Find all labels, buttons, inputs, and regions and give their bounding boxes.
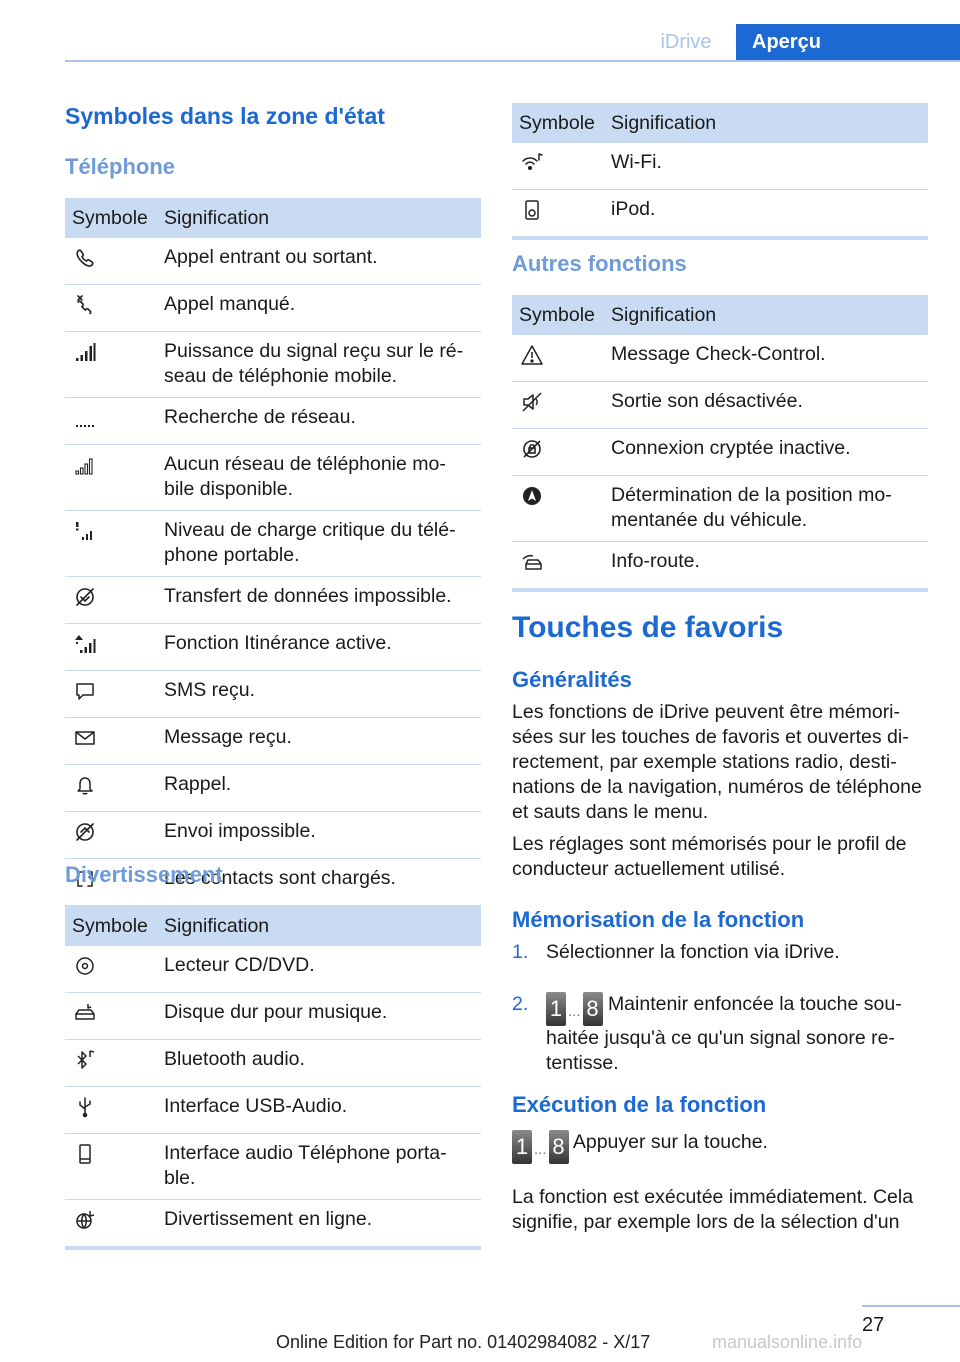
table-header-row bbox=[512, 103, 928, 143]
row-meaning: Bluetooth audio. bbox=[164, 1040, 481, 1087]
table-row bbox=[65, 1134, 481, 1200]
row-meaning: Divertissement en ligne. bbox=[164, 1200, 481, 1249]
traffic-info-icon bbox=[521, 551, 543, 573]
col-meaning-header: Signification bbox=[611, 295, 928, 335]
row-meaning: Les contacts sont chargés. bbox=[164, 859, 481, 908]
missed-call-icon bbox=[74, 294, 96, 316]
encryption-inactive-icon bbox=[521, 438, 543, 460]
speaker-muted-icon bbox=[521, 391, 543, 413]
header-chapter-tab: Aperçu bbox=[736, 24, 960, 61]
row-meaning: Transfert de données impossible. bbox=[164, 577, 481, 624]
row-meaning: Appel entrant ou sortant. bbox=[164, 238, 481, 285]
table-row bbox=[65, 946, 481, 993]
col-symbol-header: Symbole bbox=[65, 198, 164, 238]
other-symbol-table bbox=[512, 295, 928, 592]
row-meaning: Lecteur CD/DVD. bbox=[164, 946, 481, 993]
favorite-key-1-icon: 1 bbox=[512, 1130, 532, 1164]
general-paragraph-2: Les réglages sont mémorisés pour le profil de conducteur actuellement utilisé. bbox=[512, 833, 907, 880]
row-meaning: Rappel. bbox=[164, 765, 481, 812]
step-number: 1. bbox=[512, 941, 529, 963]
table-row bbox=[65, 1200, 481, 1249]
col-meaning-header: Signification bbox=[164, 906, 481, 946]
row-meaning: Sortie son désactivée. bbox=[611, 382, 928, 429]
key-range-dots: ... bbox=[534, 1141, 547, 1158]
favorite-key-8-icon: 8 bbox=[583, 992, 603, 1026]
table-row bbox=[65, 993, 481, 1040]
table-row bbox=[512, 542, 928, 591]
hard-disk-music-icon bbox=[74, 1002, 96, 1024]
table-row bbox=[512, 429, 928, 476]
favorite-key-1-icon: 1 bbox=[546, 992, 566, 1026]
no-network-icon bbox=[74, 454, 96, 476]
signal-strength-icon bbox=[74, 341, 96, 363]
data-transfer-blocked-icon bbox=[74, 586, 96, 608]
table-row bbox=[65, 332, 481, 398]
table-row bbox=[512, 476, 928, 542]
execute-text: Appuyer sur la touche. bbox=[572, 1131, 768, 1153]
row-meaning: Message reçu. bbox=[164, 718, 481, 765]
battery-critical-icon bbox=[74, 520, 96, 542]
table-row bbox=[65, 812, 481, 859]
table-header-row bbox=[65, 198, 481, 238]
position-arrow-icon bbox=[521, 485, 543, 507]
col-meaning-header: Signification bbox=[164, 198, 481, 238]
col-meaning-header: Signification bbox=[611, 103, 928, 143]
row-meaning: Appel manqué. bbox=[164, 285, 481, 332]
table-header-row bbox=[512, 295, 928, 335]
table-row bbox=[512, 143, 928, 190]
page-number: 27 bbox=[862, 1314, 885, 1336]
phone-symbol-table bbox=[65, 198, 481, 909]
usb-icon bbox=[74, 1096, 96, 1118]
row-meaning: Disque dur pour musique. bbox=[164, 993, 481, 1040]
store-function-heading: Mémorisation de la fonction bbox=[512, 907, 805, 932]
network-search-icon bbox=[74, 407, 96, 429]
table-row bbox=[65, 765, 481, 812]
bell-icon bbox=[74, 774, 96, 796]
disc-icon bbox=[74, 955, 96, 977]
row-meaning: Aucun réseau de téléphonie mo- bile disponible. bbox=[164, 445, 481, 511]
row-meaning: Message Check-Control. bbox=[611, 335, 928, 382]
header-section-label: iDrive bbox=[660, 31, 712, 53]
step-text-block bbox=[546, 992, 928, 1076]
general-heading: Généralités bbox=[512, 667, 632, 692]
status-symbols-title: Symboles dans la zone d'état bbox=[65, 103, 385, 129]
table-row bbox=[512, 382, 928, 429]
table-row bbox=[65, 445, 481, 511]
row-meaning: Recherche de réseau. bbox=[164, 398, 481, 445]
other-functions-heading: Autres fonctions bbox=[512, 251, 687, 276]
table-row bbox=[65, 398, 481, 445]
warning-triangle-icon bbox=[521, 344, 543, 366]
table-row bbox=[65, 238, 481, 285]
table-row bbox=[65, 671, 481, 718]
row-meaning: Interface USB-Audio. bbox=[164, 1087, 481, 1134]
wifi-icon bbox=[521, 152, 543, 174]
table-row bbox=[512, 335, 928, 382]
envelope-icon bbox=[74, 727, 96, 749]
media-symbol-table bbox=[512, 103, 928, 240]
favorites-title: Touches de favoris bbox=[512, 611, 784, 644]
table-row bbox=[65, 718, 481, 765]
favorite-key-8-icon: 8 bbox=[549, 1130, 569, 1164]
row-meaning: Fonction Itinérance active. bbox=[164, 624, 481, 671]
step-number: 2. bbox=[512, 993, 529, 1015]
row-meaning: Info-route. bbox=[611, 542, 928, 591]
footer-divider bbox=[862, 1305, 960, 1307]
step-text: Sélectionner la fonction via iDrive. bbox=[546, 941, 840, 963]
entertainment-heading: Divertissement bbox=[65, 862, 223, 887]
row-meaning: Détermination de la position mo- mentanée du véhicule. bbox=[611, 476, 928, 542]
general-paragraph-1: Les fonctions de iDrive peuvent être mémori- sées sur les touches de favoris et ouvertes di- rectement, par exemple stations radio, desti- nations de la navigation, numéros de téléphone et sauts dans le menu. bbox=[512, 701, 922, 823]
entertainment-symbol-table bbox=[65, 906, 481, 1250]
row-meaning: Interface audio Téléphone porta- ble. bbox=[164, 1134, 481, 1200]
table-row bbox=[512, 190, 928, 239]
table-row bbox=[65, 577, 481, 624]
row-meaning: iPod. bbox=[611, 190, 928, 239]
row-meaning: Puissance du signal reçu sur le ré- seau de téléphonie mobile. bbox=[164, 332, 481, 398]
table-header-row bbox=[65, 906, 481, 946]
row-meaning: Niveau de charge critique du télé- phone portable. bbox=[164, 511, 481, 577]
col-symbol-header: Symbole bbox=[512, 103, 611, 143]
roaming-icon bbox=[74, 633, 96, 655]
bluetooth-audio-icon bbox=[74, 1049, 96, 1071]
step-text: Maintenir enfoncée la touche sou- haitée jusqu'à ce qu'un signal sonore re- tentisse. bbox=[546, 993, 902, 1074]
table-row bbox=[65, 1087, 481, 1134]
col-symbol-header: Symbole bbox=[65, 906, 164, 946]
row-meaning: Envoi impossible. bbox=[164, 812, 481, 859]
header-divider bbox=[65, 60, 960, 62]
row-meaning: Wi-Fi. bbox=[611, 143, 928, 190]
table-row bbox=[65, 511, 481, 577]
execute-paragraph: La fonction est exécutée immédiatement. Cela signifie, par exemple lors de la sélection d'un bbox=[512, 1186, 914, 1233]
row-meaning: SMS reçu. bbox=[164, 671, 481, 718]
send-blocked-icon bbox=[74, 821, 96, 843]
col-symbol-header: Symbole bbox=[512, 295, 611, 335]
execute-instruction bbox=[512, 1130, 928, 1164]
phone-heading: Téléphone bbox=[65, 154, 176, 179]
key-range-dots: ... bbox=[568, 1003, 581, 1020]
phone-handset-icon bbox=[74, 247, 96, 269]
edition-text: Online Edition for Part no. 01402984082 - X/17 bbox=[276, 1332, 651, 1352]
row-meaning: Connexion cryptée inactive. bbox=[611, 429, 928, 476]
sms-bubble-icon bbox=[74, 680, 96, 702]
mobile-phone-icon bbox=[74, 1143, 96, 1165]
online-entertainment-icon bbox=[74, 1209, 96, 1231]
table-row bbox=[65, 1040, 481, 1087]
table-row bbox=[65, 285, 481, 332]
execute-function-heading: Exécution de la fonction bbox=[512, 1092, 767, 1117]
table-row bbox=[65, 624, 481, 671]
ipod-icon bbox=[521, 199, 543, 221]
watermark-text: manualsonline.info bbox=[712, 1332, 863, 1352]
